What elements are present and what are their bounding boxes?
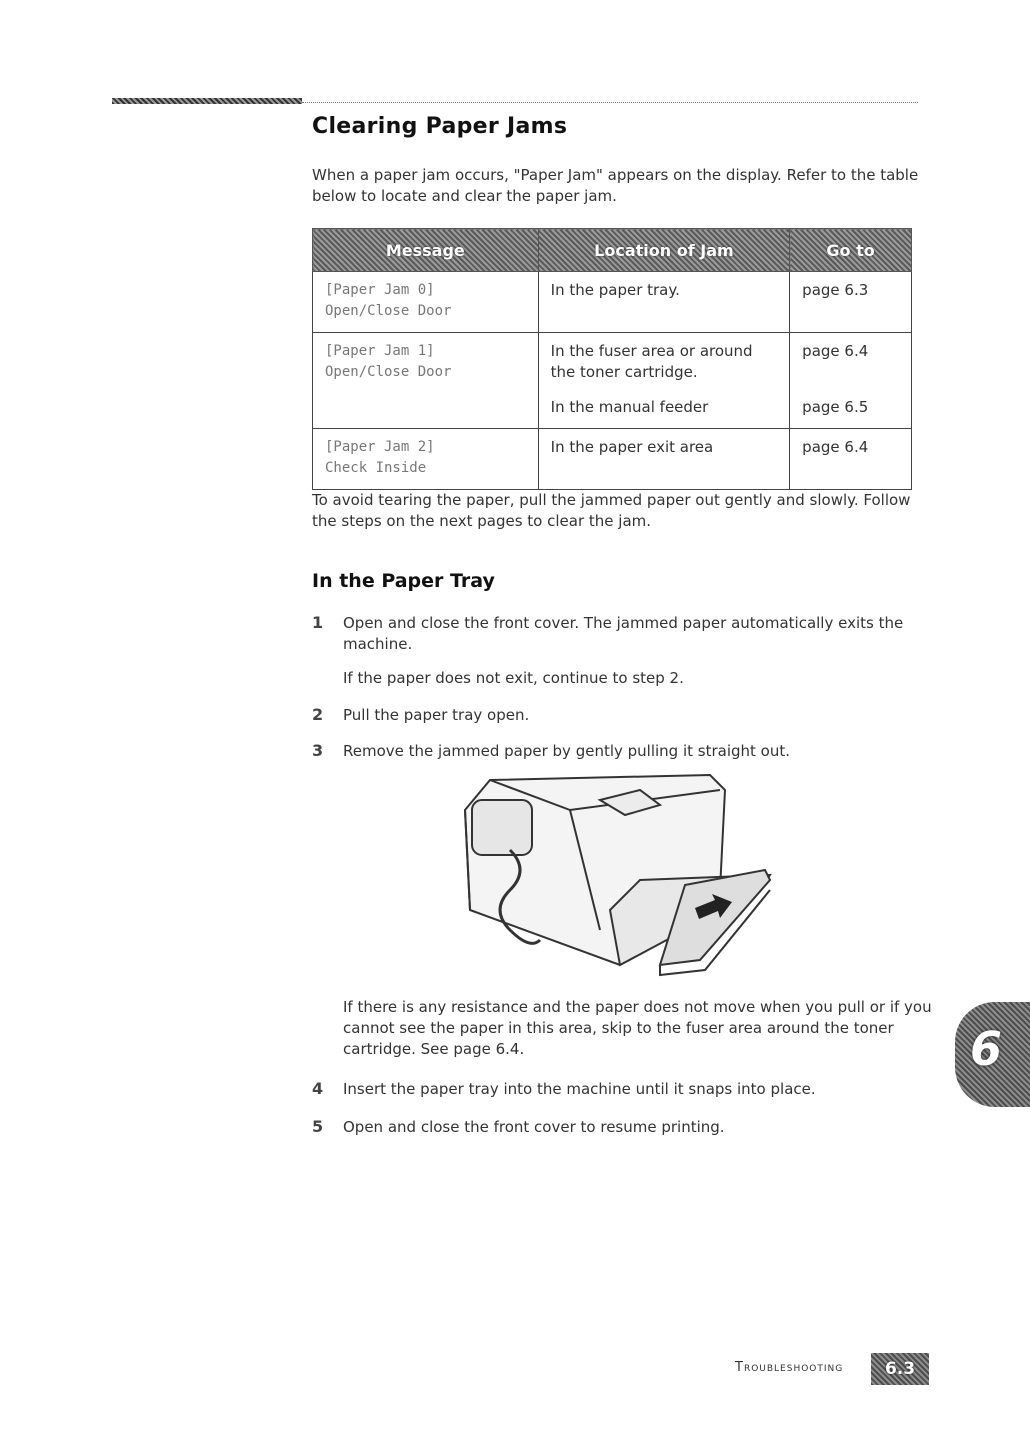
header-decoration-bar: [112, 98, 302, 104]
step-number: 5: [312, 1117, 324, 1136]
message-cell: [313, 272, 539, 333]
guidance-paragraph: To avoid tearing the paper, pull the jammed paper out gently and slowly. Follow the steps on the next pages to clear the jam.: [312, 491, 911, 530]
goto-text: page 6.4: [802, 342, 869, 360]
footer-section-label: Troubleshooting: [735, 1360, 844, 1375]
step-note: If there is any resistance and the paper does not move when you pull or if you cannot see the paper in this area, skip to the fuser area around the toner cartridge. See page 6.4.: [343, 998, 932, 1058]
table-header-row: [313, 229, 912, 272]
table-row: [313, 333, 912, 429]
footer-page-number: 6.3: [871, 1353, 929, 1385]
lcd-message-line: Open/Close Door: [325, 303, 452, 319]
step-number: 1: [312, 613, 324, 632]
step-number: 4: [312, 1079, 324, 1098]
lcd-message-line: [Paper Jam 0]: [325, 282, 435, 298]
section-title: In the Paper Tray: [312, 570, 495, 592]
location-cell: In the paper exit area: [538, 429, 790, 490]
intro-paragraph: When a paper jam occurs, "Paper Jam" appears on the display. Refer to the table below to locate and clear the paper jam.: [312, 166, 919, 205]
lcd-message-line: Check Inside: [325, 460, 427, 476]
header-rule: [302, 102, 918, 103]
step-text: Open and close the front cover. The jammed paper automatically exits the machine.: [343, 614, 904, 653]
message-cell: [313, 333, 539, 429]
step-text: Open and close the front cover to resume printing.: [343, 1118, 725, 1136]
printer-tray-illustration: [450, 770, 780, 980]
goto-text: page 6.5: [802, 398, 869, 416]
lcd-message-line: [Paper Jam 2]: [325, 439, 435, 455]
goto-cell: [790, 333, 912, 429]
lcd-message-line: [Paper Jam 1]: [325, 343, 435, 359]
goto-cell: page 6.4: [790, 429, 912, 490]
chapter-number: 6: [969, 1022, 1002, 1076]
step-text: Insert the paper tray into the machine until it snaps into place.: [343, 1080, 816, 1098]
paper-jam-table: [312, 228, 912, 490]
location-text: In the manual feeder: [550, 398, 709, 416]
column-header-location: Location of Jam: [538, 229, 790, 272]
step-number: 2: [312, 705, 324, 724]
lcd-message-line: Open/Close Door: [325, 364, 452, 380]
column-header-goto: Go to: [790, 229, 912, 272]
step-text: Remove the jammed paper by gently pulling it straight out.: [343, 742, 791, 760]
step-text: Pull the paper tray open.: [343, 706, 530, 724]
location-cell: [538, 333, 790, 429]
location-cell: In the paper tray.: [538, 272, 790, 333]
table-row: [313, 429, 912, 490]
location-text: In the fuser area or around the toner cartridge.: [550, 342, 753, 381]
table-row: [313, 272, 912, 333]
step-note: If the paper does not exit, continue to step 2.: [343, 669, 684, 687]
step-number: 3: [312, 741, 324, 760]
column-header-message: Message: [313, 229, 539, 272]
page-title: Clearing Paper Jams: [312, 114, 568, 139]
message-cell: [313, 429, 539, 490]
chapter-tab: [955, 1002, 1030, 1107]
goto-cell: page 6.3: [790, 272, 912, 333]
